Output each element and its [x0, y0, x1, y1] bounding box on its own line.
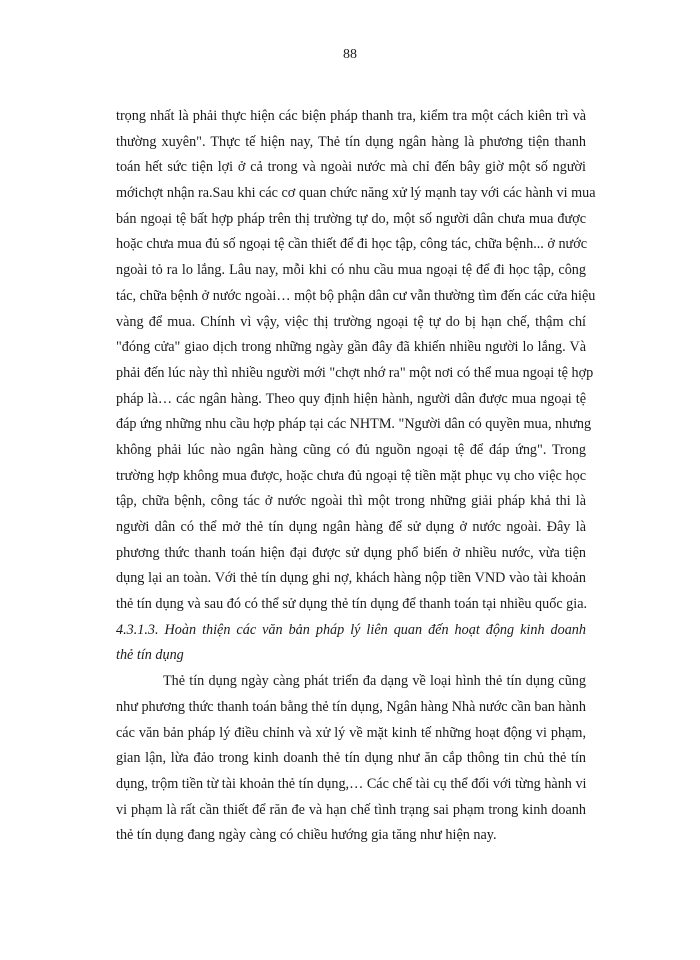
text-line: không phải lúc nào ngân hàng cũng có đủ nguồn ngoại tệ để đáp ứng". Trong: [116, 441, 586, 458]
text-line: thẻ tín dụng và sau đó có thể sử dụng thẻ tín dụng để thanh toán tại nhiều quốc gia.: [116, 596, 588, 613]
text-line: tác, chữa bệnh ở nước ngoài… một bộ phận dân cư vẫn thường tìm đến các cửa hiệu: [116, 287, 596, 304]
text-line: mớichợt nhận ra.Sau khi các cơ quan chức năng xử lý mạnh tay với các hành vi mua: [116, 185, 596, 202]
heading-line: thẻ tín dụng: [116, 647, 184, 664]
text-line: như phương thức thanh toán bằng thẻ tín dụng, Ngân hàng Nhà nước cần ban hành: [116, 698, 586, 715]
text-line: đáp ứng những nhu cầu hợp pháp tại các NHTM. "Người dân có quyền mua, nhưng: [116, 416, 592, 433]
text-line: bán ngoại tệ bất hợp pháp trên thị trường tự do, một số người dân chưa mua được: [116, 210, 586, 227]
text-line: các văn bản pháp lý điều chỉnh và xử lý về mặt kinh tế những hoạt động vi phạm,: [116, 724, 586, 741]
heading-line: 4.3.1.3. Hoàn thiện các văn bản pháp lý liên quan đến hoạt động kinh doanh: [116, 621, 586, 638]
text-line: pháp là… các ngân hàng. Theo quy định hiện hành, người dân được mua ngoại tệ: [116, 390, 586, 407]
text-line: ngoài tỏ ra lo lắng. Lâu nay, mỗi khi có nhu cầu mua ngoại tệ để đi học tập, công: [116, 262, 586, 279]
text-line: người dân có thể mở thẻ tín dụng ngân hàng để sử dụng ở nước ngoài. Đây là: [116, 519, 586, 535]
text-line: toán hết sức tiện lợi ở cả trong và ngoài nước mà chỉ đến bây giờ một số người: [116, 159, 586, 176]
page-number: 88: [343, 47, 357, 62]
text-line: gian lận, lừa đảo trong kinh doanh thẻ tín dụng như ăn cắp thông tin chủ thẻ tín: [116, 750, 586, 767]
text-line: vàng để mua. Chính vì vậy, việc thị trường ngoại tệ tự do bị hạn chế, thậm chí: [116, 313, 586, 330]
text-line: tập, chữa bệnh, công tác ở nước ngoài thì một trong những giải pháp khả thi là: [116, 493, 586, 510]
text-line: vi phạm là rất cần thiết để răn đe và hạn chế tình trạng sai phạm trong kinh doanh: [116, 801, 586, 818]
text-line: thẻ tín dụng đang ngày càng có chiều hướng gia tăng như hiện nay.: [116, 827, 497, 844]
text-line: trường hợp không mua được, hoặc chưa đủ ngoại tệ tiền mặt phục vụ cho việc học: [116, 467, 586, 484]
body-paragraph-2: [116, 669, 586, 849]
page-body: [116, 104, 596, 849]
text-line: Thẻ tín dụng ngày càng phát triển đa dạng về loại hình thẻ tín dụng cũng: [163, 673, 586, 690]
text-line: thường xuyên". Thực tế hiện nay, Thẻ tín dụng ngân hàng là phương tiện thanh: [116, 133, 586, 150]
body-paragraph-1: [116, 104, 596, 618]
text-line: "đóng cửa" giao dịch trong những ngày gần đây đã khiến nhiều người lo lắng. Và: [116, 339, 586, 356]
text-line: dụng lại an toàn. Với thẻ tín dụng ghi nợ, khách hàng nộp tiền VND vào tài khoản: [116, 570, 586, 587]
text-line: dụng, trộm tiền từ tài khoản thẻ tín dụng,… Các chế tài cụ thể đối với từng hành vi: [116, 775, 587, 792]
section-heading: [116, 618, 586, 669]
text-line: phải đến lúc này thì nhiều người mới "chợt nhớ ra" một nơi có thể mua ngoại tệ hợp: [116, 364, 594, 381]
text-line: phương thức thanh toán hiện đại được sử dụng phổ biến ở nhiều nước, vừa tiện: [116, 544, 586, 561]
text-line: trọng nhất là phải thực hiện các biện pháp thanh tra, kiểm tra một cách kiên trì và: [116, 108, 586, 124]
text-line: hoặc chưa mua đủ số ngoại tệ cần thiết để đi học tập, công tác, chữa bệnh... ở nước: [116, 236, 588, 253]
